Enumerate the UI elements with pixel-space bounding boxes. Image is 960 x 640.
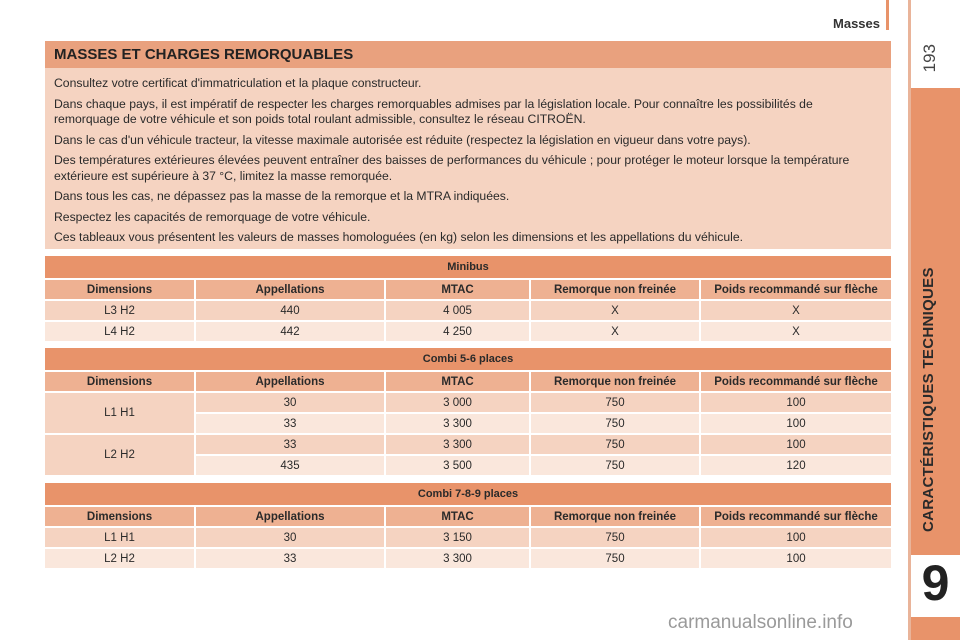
table-cell: 3 000 bbox=[385, 392, 530, 413]
table-caption: Minibus bbox=[45, 256, 891, 279]
combi-7-8-9-table bbox=[45, 483, 891, 570]
column-header: MTAC bbox=[385, 506, 530, 527]
column-header: MTAC bbox=[385, 371, 530, 392]
table-cell: 750 bbox=[530, 413, 700, 434]
table-cell: 750 bbox=[530, 548, 700, 569]
table-cell: 30 bbox=[195, 392, 385, 413]
section-title: Masses bbox=[833, 16, 880, 31]
table-row bbox=[45, 548, 891, 569]
info-paragraph: Respectez les capacités de remorquage de votre véhicule. bbox=[54, 209, 371, 224]
table-cell: 442 bbox=[195, 321, 385, 342]
table-cell: 750 bbox=[530, 392, 700, 413]
table-cell: 440 bbox=[195, 300, 385, 321]
info-paragraph: Dans le cas d'un véhicule tracteur, la vitesse maximale autorisée est réduite (respectez la législation en vigueur dans votre pays). bbox=[54, 132, 751, 147]
table-row bbox=[45, 300, 891, 321]
table-cell: L2 H2 bbox=[45, 548, 195, 569]
table-cell: 3 500 bbox=[385, 455, 530, 476]
table-row bbox=[45, 434, 891, 455]
table-cell: 750 bbox=[530, 455, 700, 476]
table-cell: 33 bbox=[195, 548, 385, 569]
info-heading: MASSES ET CHARGES REMORQUABLES bbox=[45, 41, 891, 68]
info-paragraph: Des températures extérieures élevées peuvent entraîner des baisses de performances du véhicule ; pour protéger le moteur lorsque la température extérieure est supérieure à 37 °C, limitez la masse remorquée. bbox=[54, 153, 850, 183]
combi-5-6-table bbox=[45, 348, 891, 477]
dimension-cell: L1 H1 bbox=[45, 392, 195, 434]
table-cell: 33 bbox=[195, 413, 385, 434]
table-caption: Combi 7-8-9 places bbox=[45, 483, 891, 506]
table-cell: 4 005 bbox=[385, 300, 530, 321]
table-cell: 33 bbox=[195, 434, 385, 455]
table-cell: L1 H1 bbox=[45, 527, 195, 548]
table-cell: 30 bbox=[195, 527, 385, 548]
info-paragraph: Dans tous les cas, ne dépassez pas la masse de la remorque et la MTRA indiquées. bbox=[54, 189, 510, 203]
table-cell: L4 H2 bbox=[45, 321, 195, 342]
table-cell: 4 250 bbox=[385, 321, 530, 342]
watermark: carmanualsonline.info bbox=[668, 612, 853, 633]
table-cell: 100 bbox=[700, 413, 891, 434]
table-cell: X bbox=[700, 321, 891, 342]
column-header: Remorque non freinée bbox=[530, 371, 700, 392]
table-caption: Combi 5-6 places bbox=[45, 348, 891, 371]
info-box bbox=[45, 41, 891, 249]
table-cell: 3 150 bbox=[385, 527, 530, 548]
table-cell: 120 bbox=[700, 455, 891, 476]
column-header: Poids recommandé sur flèche bbox=[700, 371, 891, 392]
info-paragraph: Consultez votre certificat d'immatriculation et la plaque constructeur. bbox=[54, 76, 422, 90]
table-cell: 435 bbox=[195, 455, 385, 476]
column-header: Appellations bbox=[195, 371, 385, 392]
column-header: Dimensions bbox=[45, 279, 195, 300]
column-header: Poids recommandé sur flèche bbox=[700, 506, 891, 527]
table-cell: 100 bbox=[700, 548, 891, 569]
info-body bbox=[45, 68, 891, 246]
chapter-number: 9 bbox=[921, 555, 950, 611]
table-cell: L3 H2 bbox=[45, 300, 195, 321]
header-rule bbox=[886, 0, 889, 30]
table-cell: 3 300 bbox=[385, 413, 530, 434]
table-cell: 100 bbox=[700, 434, 891, 455]
info-paragraph: Dans chaque pays, il est impératif de respecter les charges remorquables admises par la législation locale. Pour connaître les possibilités de remorquage de votre véhicule et son poids total roulant admissible, consultez le réseau CITROËN. bbox=[54, 96, 813, 126]
table-cell: 100 bbox=[700, 527, 891, 548]
chapter-label: CARACTÉRISTIQUES TECHNIQUES bbox=[920, 267, 937, 533]
info-paragraph: Ces tableaux vous présentent les valeurs de masses homologuées (en kg) selon les dimensions et les appellations du véhicule. bbox=[54, 230, 743, 244]
table-cell: X bbox=[530, 321, 700, 342]
column-header: Dimensions bbox=[45, 506, 195, 527]
table-cell: 100 bbox=[700, 392, 891, 413]
minibus-table bbox=[45, 256, 891, 343]
table-row bbox=[45, 321, 891, 342]
column-header: Dimensions bbox=[45, 371, 195, 392]
table-cell: 750 bbox=[530, 434, 700, 455]
dimension-cell: L2 H2 bbox=[45, 434, 195, 476]
table-row bbox=[45, 392, 891, 413]
table-cell: 750 bbox=[530, 527, 700, 548]
table-cell: 3 300 bbox=[385, 434, 530, 455]
column-header: MTAC bbox=[385, 279, 530, 300]
column-header: Appellations bbox=[195, 279, 385, 300]
column-header: Appellations bbox=[195, 506, 385, 527]
column-header: Remorque non freinée bbox=[530, 279, 700, 300]
table-cell: 3 300 bbox=[385, 548, 530, 569]
page-number: 193 bbox=[920, 44, 939, 73]
table-cell: X bbox=[700, 300, 891, 321]
column-header: Poids recommandé sur flèche bbox=[700, 279, 891, 300]
column-header: Remorque non freinée bbox=[530, 506, 700, 527]
table-row bbox=[45, 527, 891, 548]
table-cell: X bbox=[530, 300, 700, 321]
